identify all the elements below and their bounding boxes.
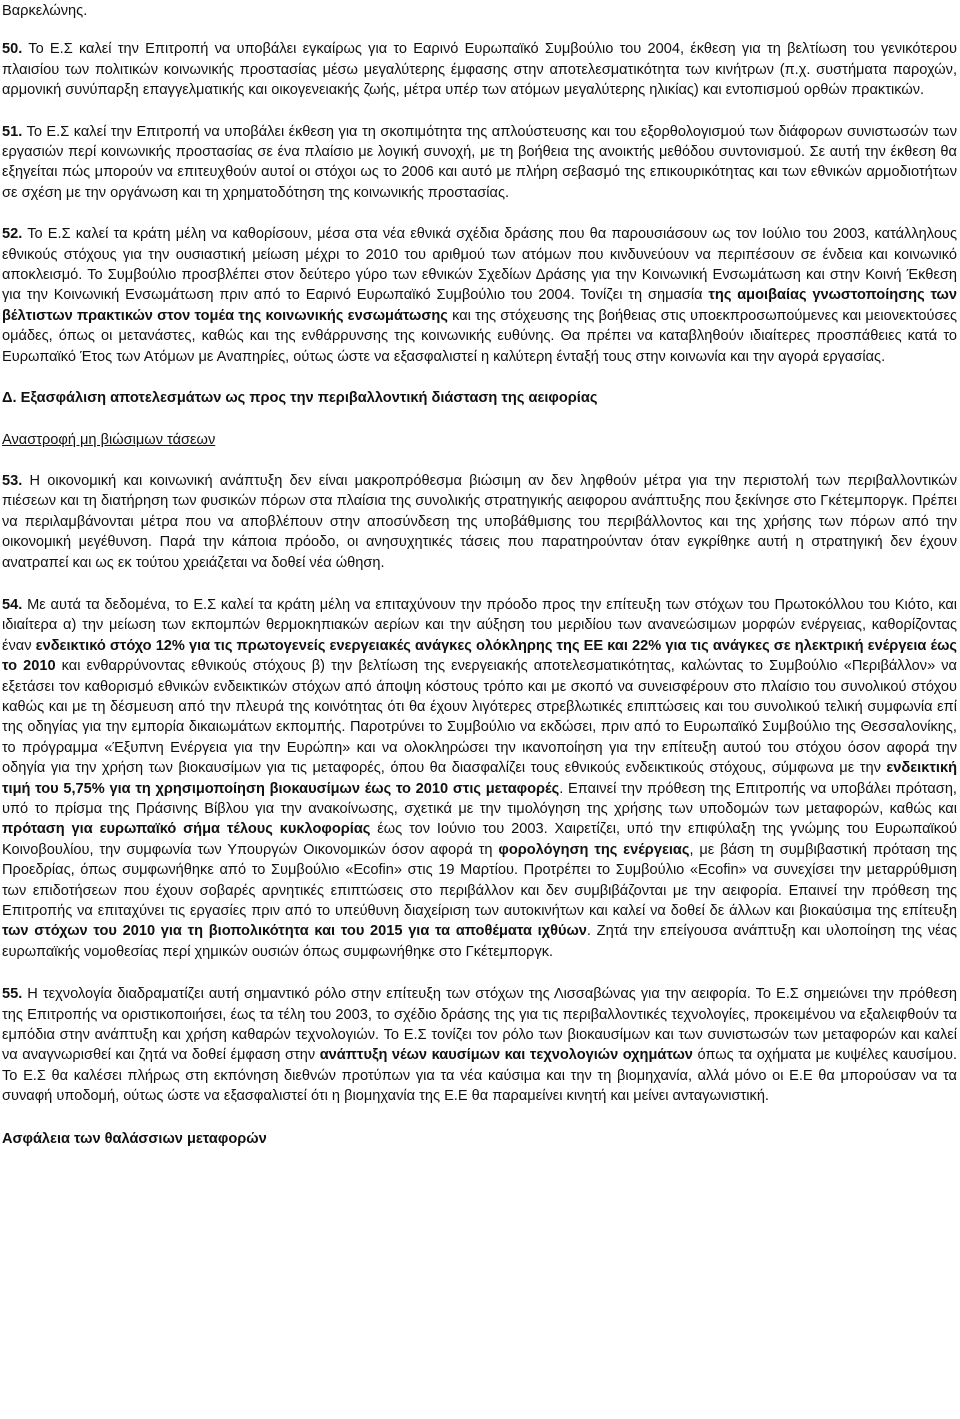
- emphasis-text: ανάπτυξη νέων καυσίμων και τεχνολογιών οχημάτων: [319, 1047, 693, 1064]
- emphasis-text: πρόταση για ευρωπαϊκό σήμα τέλους κυκλοφορίας: [2, 821, 371, 838]
- final-heading-text: Ασφάλεια των θαλάσσιων μεταφορών: [2, 1130, 267, 1147]
- paragraph-text: . Ζητά την επείγουσα ανάπτυξη και υλοποίηση της νέας ευρωπαϊκής νομοθεσίας περί χημικών ουσιών όπως συμφωνήθηκε στο Γκέτεμποργκ.: [2, 923, 957, 960]
- emphasis-text: ενδεικτική τιμή του 5,75% για τη χρησιμοποίηση βιοκαυσίμων έως το 2010 στις μεταφορές: [2, 760, 957, 797]
- paragraph-text: και της στόχευσης της βοήθειας στις υποεκπροσωπούμενες και μειονεκτούσες ομάδες, όπως οι μετανάστες, καθώς και της ενθάρρυνσης της κοινωνικής ευθύνης. Θα πρέπει να καταβληθούν ιδιαίτερες προσπάθειες κατά το Ευρωπαϊκό Έτος των Ατόμων με Αναπηρίες, ούτως ώστε να εξασφαλιστεί η καλύτερη ένταξή τους στην κοινωνία και την αγορά εργασίας.: [2, 307, 957, 365]
- paragraph-number: 51.: [2, 123, 23, 140]
- emphasis-text: φορολόγηση της ενέργειας: [498, 841, 690, 858]
- paragraph-text: και ενθαρρύνοντας εθνικούς στόχους β) την βελτίωση της ενεργειακής αποτελεσματικότητας, καλώντας το Συμβούλιο «Περιβάλλον» να εξετάσει τον καθορισμό εθνικών ενδεικτικών στόχων από άποψη κόστους τρόπο και με σκοπό να συνεισφέρουν στο πλαίσιο του συνολικού στόχου καθώς και με τη δέσμευση από την πλευρά της κοινότητας ότι θα έχουν λιγότερες στρεβλωτικές επιπτώσεις και του συνολικού τελική συμφωνία επί της οδηγίας για την εμπορία δικαιωμάτων εκπομπής. Παροτρύνει το Συμβούλιο να εκδώσει, πριν από το Ευρωπαϊκό Συμβούλιο της Θεσσαλονίκης, το πρόγραμμα «Έξυπνη Ενέργεια για την Ευρώπη» και να ολοκληρώσει την ικανοποίηση για την επίτευξη αυτού του στόχου όσον αφορά την οδηγία για την χρήση των βιοκαυσίμων για τις μεταφορές, όπου θα διασφαλίζει τους εθνικούς ενδεικτικούς στόχους, σύμφωνα με την: [2, 658, 957, 777]
- paragraph-number: 53.: [2, 472, 23, 489]
- emphasis-text: της αμοιβαίας γνωστοποίησης των βέλτιστων πρακτικών στον τομέα της κοινωνικής ενσωμάτωσης: [2, 287, 958, 324]
- paragraph-text: . Επαινεί την πρόθεση της Επιτροπής να υποβάλει πρόταση, υπό το πρίσμα της Πράσινης Βίβλου για την ανακοίνωσης, σχετικά με την τιμολόγηση της χρήσης των υποδομών των μεταφορών, καθώς και: [2, 780, 957, 817]
- paragraph-54: [2, 595, 957, 962]
- paragraph-52: [2, 224, 957, 367]
- paragraph-text: όπως τα οχήματα με κυψέλες καυσίμου. Το Ε.Σ θα καλέσει πλήρως στη εκπόνηση διεθνών προτύπων για τα νέα καύσιμα και την τη βιομηχανία, αλλά μόνο οι Ε.Ε θα μπορούσαν να τα συναφή υποδομή, ούτως ώστε να εξασφαλιστεί ότι η βιομηχανία της Ε.Ε θα παραμείνει κινητή και μείνει ανταγωνιστική.: [2, 1047, 957, 1105]
- paragraph-number: 50.: [2, 41, 23, 58]
- paragraph-text: Το Ε.Σ καλεί την Επιτροπή να υποβάλει έκθεση για τη σκοπιμότητα της απλούστευσης και του εξορθολογισμού των διάφορων συνιστωσών των εργασιών περί κοινωνικής προστασίας σε ένα πλαίσιο με λογική συνοχή, με τη βοήθεια της ανοικτής μεθόδου συντονισμού. Σε αυτή την έκθεση θα εξηγείται πώς μπορούν να επιτευχθούν αυτοί οι στόχοι ως το 2006 και αυτό με πλήρη σεβασμό της επικουρικότητας και των εθνικών αρμοδιοτήτων σε σχέση με την οργάνωση και τη χρηματοδότηση της κοινωνικής προστασίας.: [2, 123, 957, 201]
- subheading: Αναστροφή μη βιώσιμων τάσεων: [2, 431, 216, 448]
- paragraph-text: Με αυτά τα δεδομένα, το Ε.Σ καλεί τα κράτη μέλη να επιταχύνουν την πρόοδο προς την επίτευξη των στόχων του Πρωτοκόλλου του Κιότο, και ιδιαίτερα α) την μείωση των εκπομπών θερμοκηπιακών αερίων και την αύξηση του μεριδίου των ανανεώσιμων μορφών ενέργειας, καθορίζοντας έναν: [2, 596, 957, 654]
- paragraph-text: Το Ε.Σ καλεί τα κράτη μέλη να καθορίσουν, μέσα στα νέα εθνικά σχέδια δράσης που θα παρουσιάσουν ως τον Ιούλιο του 2003, κατάλληλους εθνικούς στόχους για την ουσιαστική μείωση μέχρι το 2010 του αριθμού των ατόμων που κινδυνεύουν να περιπέσουν σε ένδεια και κοινωνικό αποκλεισμό. Το Συμβούλιο προσβλέπει στον δεύτερο γύρο των εθνικών Σχεδίων Δράσης για την Κοινωνική Ενσωμάτωση και στην Κοινή Έκθεση για την Κοινωνική Ενσωμάτωση πριν από το Εαρινό Ευρωπαϊκό Συμβούλιο του 2004. Τονίζει τη σημασία: [2, 226, 957, 304]
- paragraph-text: έως τον Ιούνιο του 2003. Χαιρετίζει, υπό την επιφύλαξη της γνώμης του Ευρωπαϊκού Κοινοβουλίου, την συμφωνία των Υπουργών Οικονομικών όσον αφορά τη: [2, 821, 957, 858]
- section-heading: Δ. Εξασφάλιση αποτελεσμάτων ως προς την περιβαλλοντική διάσταση της αειφορίας: [2, 390, 598, 407]
- paragraph-number: 52.: [2, 226, 23, 243]
- paragraph-number: 54.: [2, 596, 23, 613]
- paragraph-53: [2, 471, 957, 573]
- paragraph-50: [2, 39, 957, 100]
- paragraph-text: Το Ε.Σ καλεί την Επιτροπή να υποβάλει εγκαίρως για το Εαρινό Ευρωπαϊκό Συμβούλιο του 2004, έκθεση για τη βελτίωση του γενικότερου πλαισίου των πολιτικών κοινωνικής προστασίας μέσω μεγαλύτερης έμφασης στην αποτελεσματικότητα των κινήτρων (π.χ. συστήματα παροχών, αρμονική συνύπαρξη επαγγελματικής και οικογενειακής ζωής, μέτρα υπέρ των ατόμων μεγαλύτερης ηλικίας) και εντοπισμού ορθών πρακτικών.: [2, 41, 957, 99]
- emphasis-text: ενδεικτικό στόχο 12% για τις πρωτογενείς ενεργειακές ανάγκες ολόκληρης της ΕΕ και 22% για τις ανάγκες σε ηλεκτρική ενέργεια έως το 2010: [2, 637, 957, 675]
- paragraph-51: [2, 122, 957, 204]
- emphasis-text: των στόχων του 2010 για τη βιοπολικότητα και του 2015 για τα αποθέματα ιχθύων: [2, 923, 587, 940]
- paragraph-text: , με βάση τη συμβιβαστική πρόταση της Προεδρίας, όπως συμφωνήθηκε από το Συμβούλιο «Ecofin» στις 19 Μαρτίου. Προτρέπει το Συμβούλιο «Ecofin» να συνεχίσει την μεταρρύθμιση των επιδοτήσεων που έχουν σοβαρές αρνητικές επιπτώσεις στο περιβάλλον και δεν συμβιβάζονται με την αειφορία. Επαινεί την πρόθεση της Επιτροπής να επιταχύνει τις εργασίες πριν από το υπεύθυνη διαχείριση των αυτοκινήτων και καλεί να δοθεί δε άλλων και βιοκαύσιμα της επίτευξη: [2, 841, 957, 920]
- paragraph-text: Η τεχνολογία διαδραματίζει αυτή σημαντικό ρόλο στην επίτευξη των στόχων της Λισσαβώνας για την αειφορία. Το Ε.Σ σημειώνει την πρόθεση της Επιτροπής να οριστικοποιήσει, έως τα τέλη του 2003, το σχέδιο δράσης της για τις περιβαλλοντικές τεχνολογίες, προκειμένου να εξαλειφθούν τα εμπόδια στην ανάπτυξη και χρήση καθαρών τεχνολογιών. Το Ε.Σ τονίζει τον ρόλο των βιοκαυσίμων και των συνιστωσών των μεταφορών και καλεί να αναγνωρισθεί και ζητά να δοθεί έμφαση στην: [2, 986, 957, 1064]
- paragraph-text: Η οικονομική και κοινωνική ανάπτυξη δεν είναι μακροπρόθεσμα βιώσιμη αν δεν ληφθούν μέτρα για την περιστολή των περιβαλλοντικών πιέσεων και τη διατήρηση των φυσικών πόρων στα πλαίσια της συνολικής στρατηγικής αειφορου ανάπτυξης που ξεκίνησε στο Γκέτεμποργκ. Πρέπει να περιλαμβάνονται μέτρα που να αποβλέπουν στην αποσύνδεση της υποβάθμισης του περιβάλλοντος και της χρήσης των πόρων από την οικονομική μεγέθυνση. Παρά την κάποια πρόοδο, οι ανησυχητικές τάσεις που παρατηρούνταν όταν εγκρίθηκε αυτή η στρατηγική δεν έχουν ανατραπεί και ως εκ τούτου χρειάζεται να δοθεί νέα ώθηση.: [2, 472, 957, 571]
- top-line: Βαρκελώνης.: [2, 3, 88, 19]
- final-heading: [2, 1129, 957, 1149]
- paragraph-number: 55.: [2, 986, 23, 1003]
- paragraph-55: [2, 984, 957, 1106]
